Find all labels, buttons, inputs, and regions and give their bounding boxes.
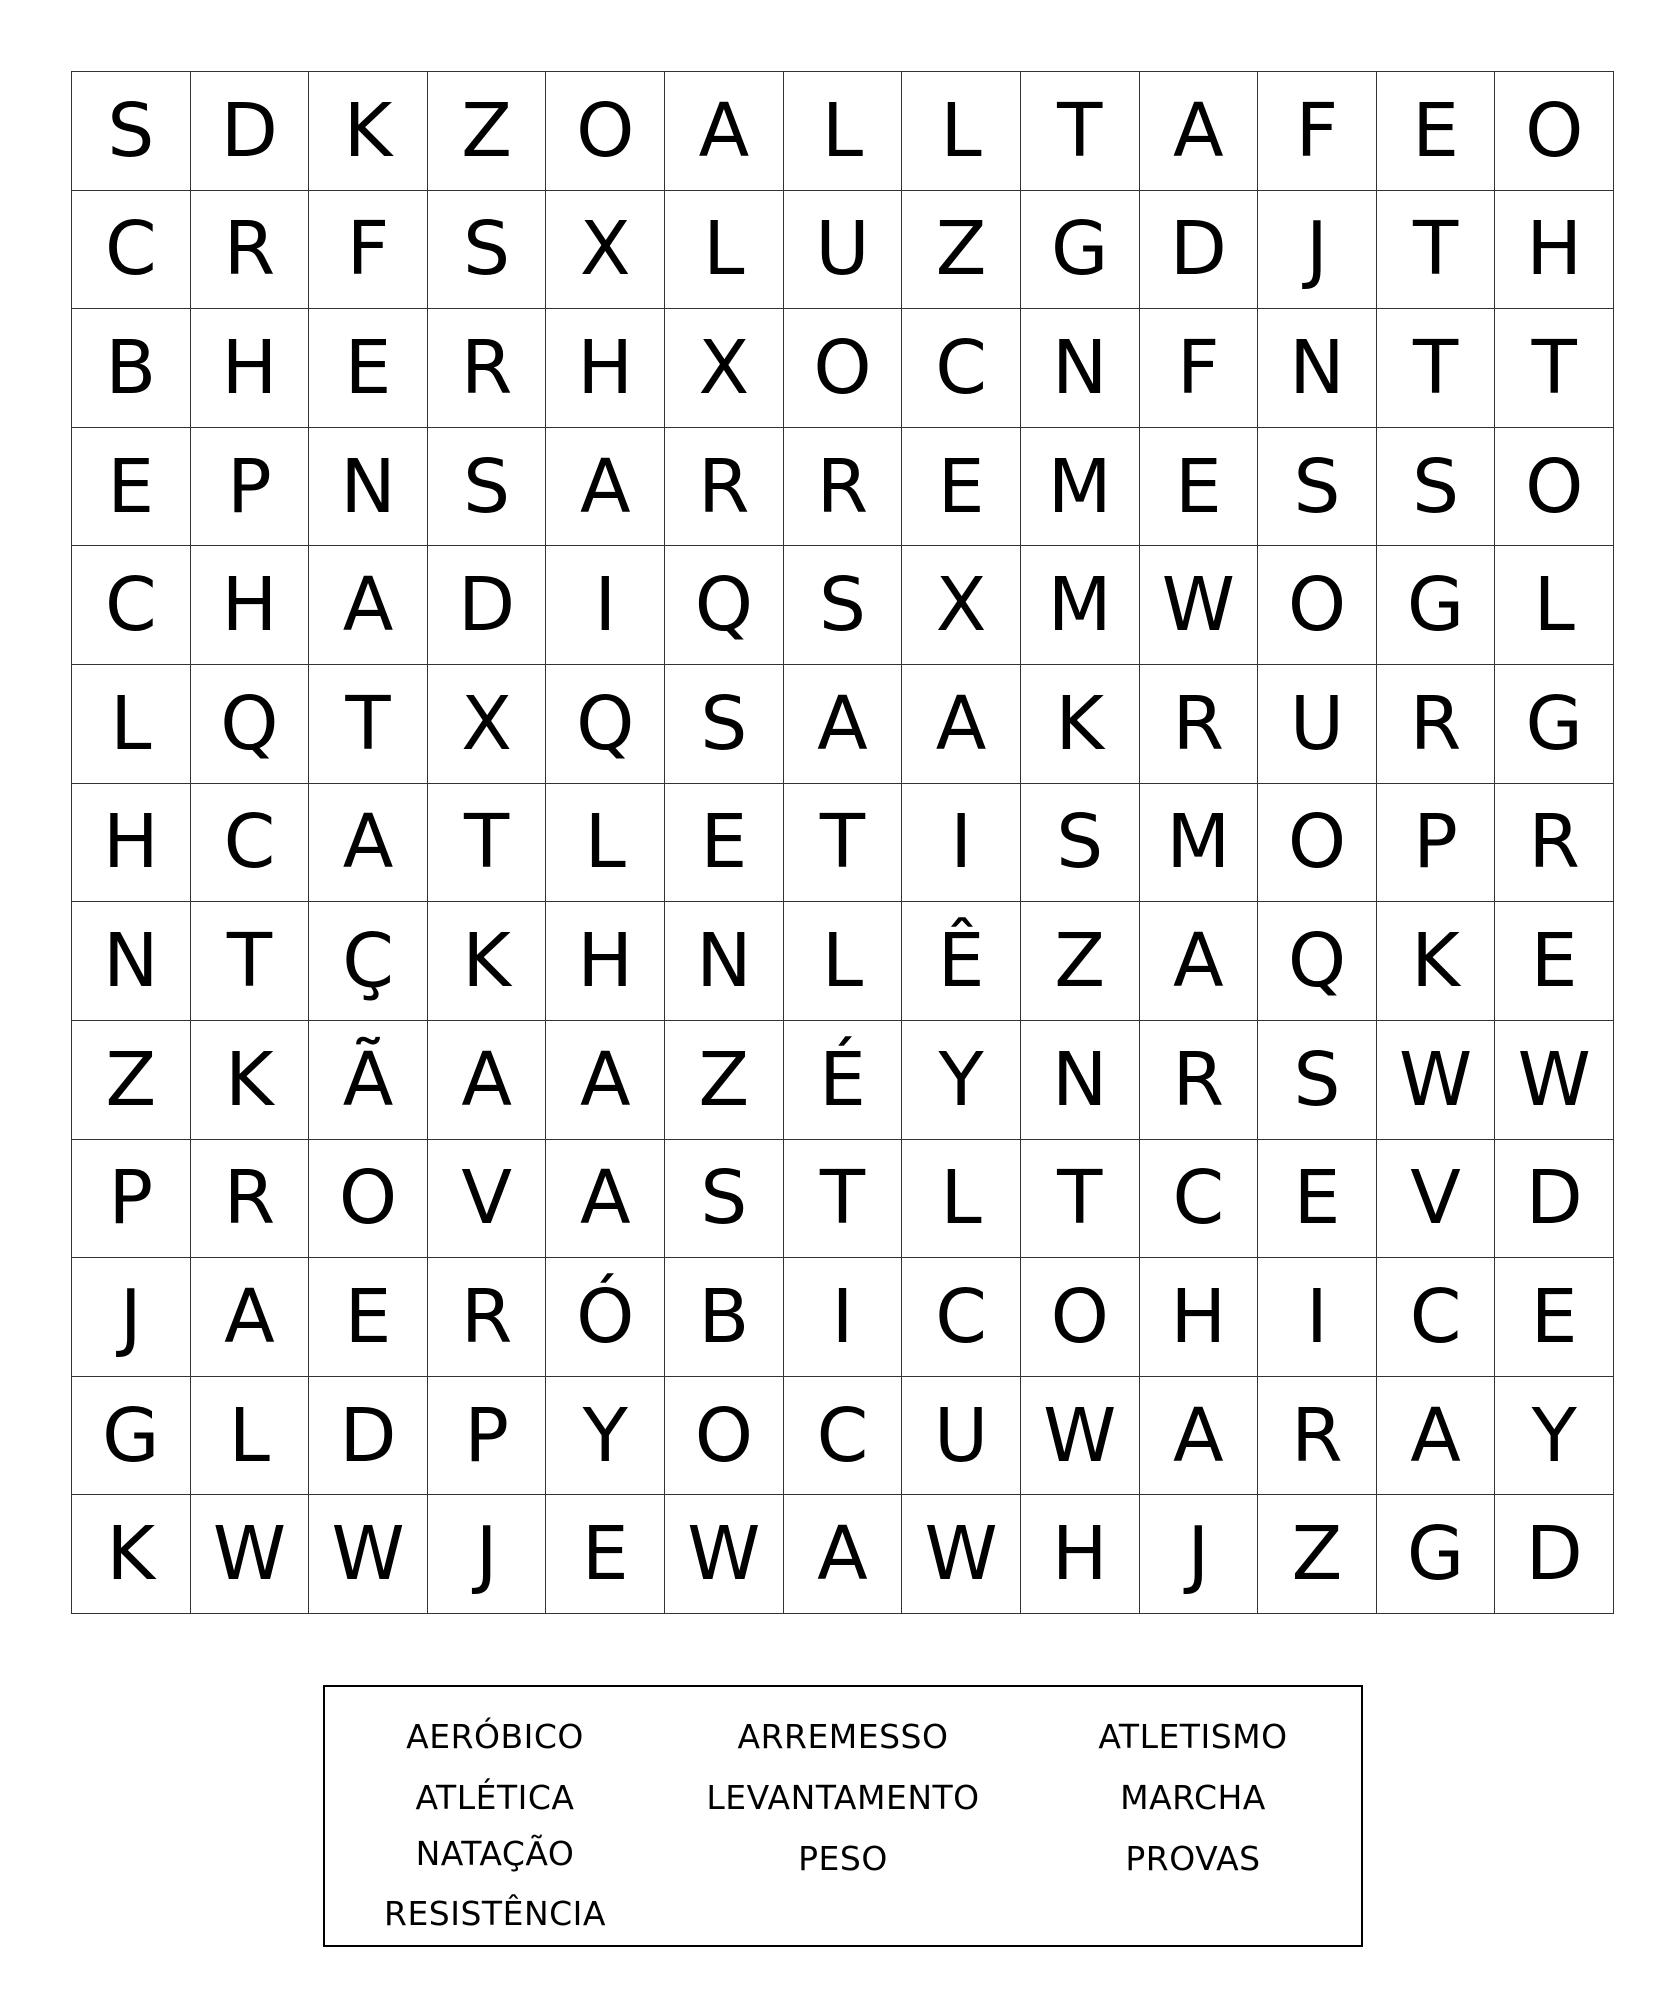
grid-cell[interactable]: T	[784, 784, 903, 903]
grid-cell[interactable]: Z	[72, 1021, 191, 1140]
grid-cell[interactable]: R	[428, 309, 547, 428]
grid-cell[interactable]: A	[546, 1021, 665, 1140]
grid-cell[interactable]: C	[72, 546, 191, 665]
grid-cell[interactable]: S	[1258, 428, 1377, 547]
grid-cell[interactable]: R	[191, 1140, 310, 1259]
grid-cell[interactable]: V	[1377, 1140, 1496, 1259]
grid-cell[interactable]: E	[309, 1258, 428, 1377]
grid-cell[interactable]: R	[1140, 665, 1259, 784]
grid-cell[interactable]: Q	[546, 665, 665, 784]
grid-cell[interactable]: E	[1258, 1140, 1377, 1259]
grid-cell[interactable]: H	[1021, 1495, 1140, 1614]
grid-cell[interactable]: L	[784, 72, 903, 191]
grid-cell[interactable]: I	[902, 784, 1021, 903]
grid-cell[interactable]: O	[1495, 72, 1614, 191]
grid-cell[interactable]: A	[902, 665, 1021, 784]
grid-cell[interactable]: L	[902, 1140, 1021, 1259]
grid-cell[interactable]: L	[546, 784, 665, 903]
grid-cell[interactable]: N	[72, 902, 191, 1021]
grid-cell[interactable]: S	[72, 72, 191, 191]
grid-cell[interactable]: S	[1377, 428, 1496, 547]
grid-cell[interactable]: O	[1258, 784, 1377, 903]
grid-cell[interactable]: Z	[665, 1021, 784, 1140]
grid-cell[interactable]: S	[428, 428, 547, 547]
grid-cell[interactable]: K	[191, 1021, 310, 1140]
grid-cell[interactable]: T	[1021, 72, 1140, 191]
grid-cell[interactable]: A	[309, 784, 428, 903]
grid-cell[interactable]: X	[428, 665, 547, 784]
word-list-item: ATLÉTICA	[415, 1778, 575, 1817]
grid-cell[interactable]: A	[665, 72, 784, 191]
grid-cell[interactable]: L	[902, 72, 1021, 191]
grid-cell[interactable]: U	[902, 1377, 1021, 1496]
grid-cell[interactable]: J	[428, 1495, 547, 1614]
grid-cell[interactable]: A	[1140, 902, 1259, 1021]
grid-cell[interactable]: L	[191, 1377, 310, 1496]
grid-cell[interactable]: E	[1495, 902, 1614, 1021]
grid-cell[interactable]: T	[1377, 191, 1496, 310]
grid-cell[interactable]: M	[1140, 784, 1259, 903]
word-list-item: ARREMESSO	[737, 1717, 949, 1756]
grid-cell[interactable]: N	[1021, 1021, 1140, 1140]
grid-cell[interactable]: E	[309, 309, 428, 428]
grid-cell[interactable]: R	[665, 428, 784, 547]
word-list-box	[323, 1685, 1363, 1947]
grid-cell[interactable]: G	[1021, 191, 1140, 310]
grid-cell[interactable]: O	[1258, 546, 1377, 665]
grid-cell[interactable]: F	[309, 191, 428, 310]
grid-cell[interactable]: Z	[428, 72, 547, 191]
grid-cell[interactable]: A	[1140, 1377, 1259, 1496]
grid-cell[interactable]: N	[309, 428, 428, 547]
grid-cell[interactable]: A	[546, 428, 665, 547]
grid-cell[interactable]: J	[1258, 191, 1377, 310]
grid-cell[interactable]: P	[191, 428, 310, 547]
grid-cell[interactable]: X	[902, 546, 1021, 665]
grid-cell[interactable]: O	[665, 1377, 784, 1496]
grid-cell[interactable]: E	[902, 428, 1021, 547]
word-list-item: ATLETISMO	[1098, 1717, 1288, 1756]
grid-cell[interactable]: R	[1258, 1377, 1377, 1496]
grid-cell[interactable]: Z	[1258, 1495, 1377, 1614]
grid-cell[interactable]: P	[1377, 784, 1496, 903]
grid-cell[interactable]: F	[1258, 72, 1377, 191]
grid-cell[interactable]: Y	[902, 1021, 1021, 1140]
grid-cell[interactable]: E	[1377, 72, 1496, 191]
grid-cell[interactable]: N	[665, 902, 784, 1021]
grid-cell[interactable]: V	[428, 1140, 547, 1259]
grid-cell[interactable]: A	[546, 1140, 665, 1259]
grid-cell[interactable]: Q	[665, 546, 784, 665]
grid-cell[interactable]: U	[1258, 665, 1377, 784]
grid-cell[interactable]: D	[428, 546, 547, 665]
word-list-item: MARCHA	[1120, 1778, 1266, 1817]
grid-cell[interactable]: T	[784, 1140, 903, 1259]
grid-cell[interactable]: C	[784, 1377, 903, 1496]
word-search-grid	[71, 71, 1614, 1614]
grid-cell[interactable]: S	[428, 191, 547, 310]
grid-cell[interactable]: Ã	[309, 1021, 428, 1140]
grid-cell[interactable]: W	[309, 1495, 428, 1614]
grid-cell[interactable]: K	[309, 72, 428, 191]
word-list-item: PROVAS	[1125, 1839, 1261, 1878]
grid-cell[interactable]: I	[1258, 1258, 1377, 1377]
grid-cell[interactable]: C	[1140, 1140, 1259, 1259]
grid-cell[interactable]: K	[1021, 665, 1140, 784]
grid-cell[interactable]: S	[665, 1140, 784, 1259]
grid-cell[interactable]: B	[72, 309, 191, 428]
grid-cell[interactable]: J	[1140, 1495, 1259, 1614]
grid-cell[interactable]: P	[72, 1140, 191, 1259]
grid-cell[interactable]: G	[1495, 665, 1614, 784]
grid-cell[interactable]: H	[1495, 191, 1614, 310]
grid-cell[interactable]: X	[546, 191, 665, 310]
grid-cell[interactable]: H	[72, 784, 191, 903]
grid-cell[interactable]: L	[784, 902, 903, 1021]
grid-cell[interactable]: E	[546, 1495, 665, 1614]
word-list-item: AERÓBICO	[406, 1717, 584, 1756]
grid-cell[interactable]: E	[72, 428, 191, 547]
grid-cell[interactable]: R	[1495, 784, 1614, 903]
grid-cell[interactable]: N	[1021, 309, 1140, 428]
grid-cell[interactable]: F	[1140, 309, 1259, 428]
grid-cell[interactable]: D	[191, 72, 310, 191]
grid-cell[interactable]: R	[191, 191, 310, 310]
grid-cell[interactable]: Y	[1495, 1377, 1614, 1496]
grid-cell[interactable]: O	[309, 1140, 428, 1259]
grid-cell[interactable]: Q	[1258, 902, 1377, 1021]
grid-cell[interactable]: M	[1021, 546, 1140, 665]
grid-cell[interactable]: D	[1495, 1495, 1614, 1614]
grid-cell[interactable]: C	[72, 191, 191, 310]
grid-cell[interactable]: W	[1377, 1021, 1496, 1140]
grid-cell[interactable]: Q	[191, 665, 310, 784]
grid-cell[interactable]: S	[665, 665, 784, 784]
grid-cell[interactable]: O	[784, 309, 903, 428]
grid-cell[interactable]: G	[1377, 546, 1496, 665]
word-list-item: PESO	[798, 1839, 888, 1878]
grid-cell[interactable]: D	[1140, 191, 1259, 310]
grid-cell[interactable]: G	[1377, 1495, 1496, 1614]
grid-cell[interactable]: T	[1377, 309, 1496, 428]
grid-cell[interactable]: P	[428, 1377, 547, 1496]
grid-cell[interactable]: H	[546, 309, 665, 428]
grid-cell[interactable]: A	[784, 665, 903, 784]
grid-cell[interactable]: Ç	[309, 902, 428, 1021]
grid-cell[interactable]: E	[1140, 428, 1259, 547]
grid-cell[interactable]: T	[1021, 1140, 1140, 1259]
grid-cell[interactable]: R	[784, 428, 903, 547]
grid-cell[interactable]: É	[784, 1021, 903, 1140]
grid-cell[interactable]: S	[1021, 784, 1140, 903]
grid-cell[interactable]: Z	[902, 191, 1021, 310]
grid-cell[interactable]: K	[1377, 902, 1496, 1021]
grid-cell[interactable]: O	[1021, 1258, 1140, 1377]
grid-cell[interactable]: O	[1495, 428, 1614, 547]
grid-cell[interactable]: M	[1021, 428, 1140, 547]
grid-cell[interactable]: A	[309, 546, 428, 665]
grid-cell[interactable]: A	[784, 1495, 903, 1614]
grid-cell[interactable]: L	[72, 665, 191, 784]
word-list-item: LEVANTAMENTO	[706, 1778, 980, 1817]
grid-cell[interactable]: A	[191, 1258, 310, 1377]
grid-cell[interactable]: C	[902, 1258, 1021, 1377]
grid-cell[interactable]: H	[191, 546, 310, 665]
grid-cell[interactable]: U	[784, 191, 903, 310]
grid-cell[interactable]: I	[784, 1258, 903, 1377]
grid-cell[interactable]: W	[1140, 546, 1259, 665]
grid-cell[interactable]: S	[784, 546, 903, 665]
grid-cell[interactable]: C	[902, 309, 1021, 428]
grid-cell[interactable]: E	[1495, 1258, 1614, 1377]
grid-cell[interactable]: G	[72, 1377, 191, 1496]
grid-cell[interactable]: Ê	[902, 902, 1021, 1021]
grid-cell[interactable]: W	[191, 1495, 310, 1614]
grid-cell[interactable]: D	[309, 1377, 428, 1496]
word-list-item: NATAÇÃO	[415, 1834, 575, 1873]
grid-cell[interactable]: W	[1495, 1021, 1614, 1140]
grid-cell[interactable]: L	[665, 191, 784, 310]
grid-cell[interactable]: R	[428, 1258, 547, 1377]
grid-cell[interactable]: W	[902, 1495, 1021, 1614]
grid-cell[interactable]: K	[428, 902, 547, 1021]
grid-cell[interactable]: W	[665, 1495, 784, 1614]
grid-cell[interactable]: A	[1377, 1377, 1496, 1496]
grid-cell[interactable]: Z	[1021, 902, 1140, 1021]
grid-cell[interactable]: R	[1140, 1021, 1259, 1140]
grid-cell[interactable]: W	[1021, 1377, 1140, 1496]
grid-cell[interactable]: K	[72, 1495, 191, 1614]
grid-cell[interactable]: O	[546, 72, 665, 191]
grid-cell[interactable]: T	[309, 665, 428, 784]
grid-cell[interactable]: Ó	[546, 1258, 665, 1377]
grid-cell[interactable]: A	[428, 1021, 547, 1140]
grid-cell[interactable]: C	[191, 784, 310, 903]
grid-cell[interactable]: N	[1258, 309, 1377, 428]
grid-cell[interactable]: H	[546, 902, 665, 1021]
grid-cell[interactable]: J	[72, 1258, 191, 1377]
grid-cell[interactable]: T	[428, 784, 547, 903]
grid-cell[interactable]: C	[1377, 1258, 1496, 1377]
word-list-item: RESISTÊNCIA	[384, 1894, 606, 1933]
grid-cell[interactable]: H	[1140, 1258, 1259, 1377]
grid-cell[interactable]: Y	[546, 1377, 665, 1496]
grid-cell[interactable]: A	[1140, 72, 1259, 191]
grid-cell[interactable]: T	[191, 902, 310, 1021]
grid-cell[interactable]: S	[1258, 1021, 1377, 1140]
grid-cell[interactable]: X	[665, 309, 784, 428]
grid-cell[interactable]: I	[546, 546, 665, 665]
grid-cell[interactable]: D	[1495, 1140, 1614, 1259]
grid-cell[interactable]: B	[665, 1258, 784, 1377]
grid-cell[interactable]: R	[1377, 665, 1496, 784]
grid-cell[interactable]: L	[1495, 546, 1614, 665]
grid-cell[interactable]: H	[191, 309, 310, 428]
grid-cell[interactable]: T	[1495, 309, 1614, 428]
grid-cell[interactable]: E	[665, 784, 784, 903]
